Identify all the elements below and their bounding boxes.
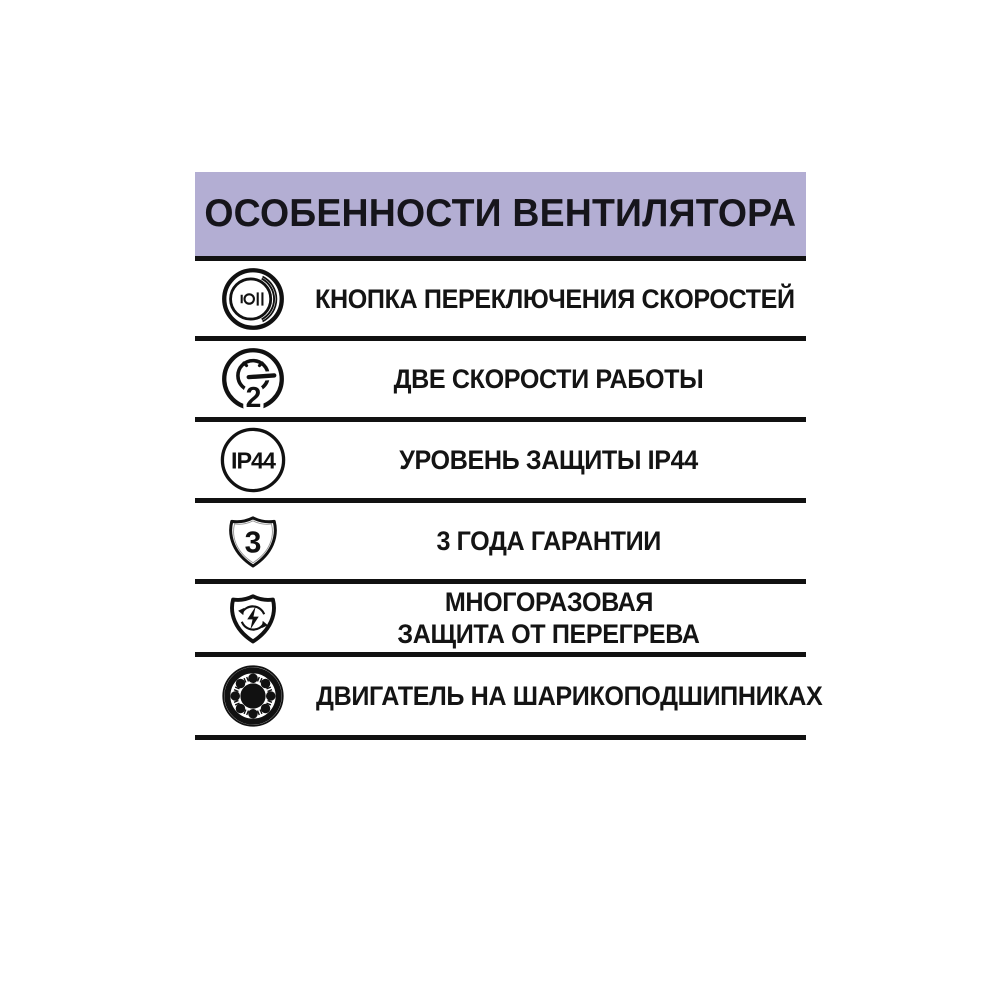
panel-header — [195, 172, 806, 256]
feature-row-speed-switch — [195, 261, 806, 336]
ip-rating-value: IP44 — [230, 447, 276, 474]
feature-row-ball-bearings — [195, 657, 823, 735]
feature-label-line2: ЗАЩИТА ОТ ПЕРЕГРЕВА — [397, 619, 700, 649]
icon-cell — [195, 346, 297, 412]
feature-label: УРОВЕНЬ ЗАЩИТЫ IP44 — [399, 445, 698, 475]
text-cell — [297, 525, 806, 557]
divider — [195, 735, 806, 740]
icon-cell — [195, 508, 297, 574]
feature-label-line1: МНОГОРАЗОВАЯ — [444, 587, 653, 617]
text-cell — [297, 444, 806, 476]
ball-bearing-icon — [221, 664, 285, 728]
speed-switch-button-icon — [220, 266, 286, 332]
text-cell — [297, 283, 819, 315]
shield-3-icon — [220, 508, 286, 574]
text-cell — [297, 680, 847, 712]
shield-lightning-icon — [222, 587, 284, 649]
warranty-years-value: 3 — [244, 526, 262, 560]
icon-cell — [195, 587, 297, 649]
page-title: ОСОБЕННОСТИ ВЕНТИЛЯТОРА — [204, 192, 797, 235]
feature-row-two-speeds — [195, 341, 806, 417]
feature-label: ДВИГАТЕЛЬ НА ШАРИКОПОДШИПНИКАХ — [316, 681, 823, 711]
feature-label: ДВЕ СКОРОСТИ РАБОТЫ — [393, 364, 704, 394]
feature-row-ip44 — [195, 422, 806, 498]
text-cell — [297, 363, 806, 395]
feature-label: 3 ГОДА ГАРАНТИИ — [436, 526, 661, 556]
speedometer-2-icon — [220, 346, 286, 412]
icon-cell — [195, 266, 297, 332]
feature-row-overheat-protection — [195, 584, 806, 652]
feature-row-warranty — [195, 503, 806, 579]
icon-cell — [195, 664, 297, 728]
speed-count-value: 2 — [245, 380, 262, 412]
ip44-badge-icon — [219, 426, 287, 494]
feature-label: КНОПКА ПЕРЕКЛЮЧЕНИЯ СКОРОСТЕЙ — [315, 283, 795, 314]
text-cell — [297, 586, 806, 650]
icon-cell — [195, 426, 297, 494]
fan-features-panel — [195, 172, 823, 740]
